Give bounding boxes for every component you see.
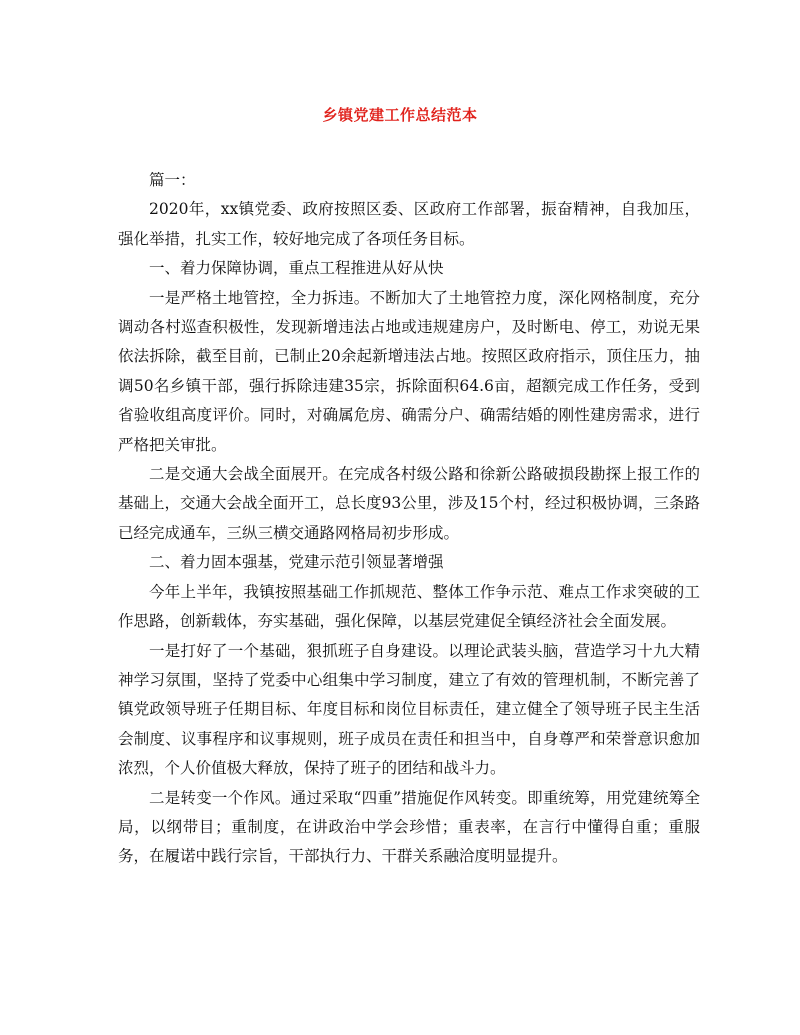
section-heading: 一、着力保障协调，重点工程推进从好从快 <box>149 259 444 278</box>
paragraph: 一是严格土地管控，全力拆违。不断加大了土地管控力度，深化网格制度，充分调动各村巡查积极性，发现新增违法占地或违规建房户，及时断电、停工，劝说无果依法拆除，截至目前，已制止20余起新增违法占地。按照区政府指示，顶住压力，抽调50名乡镇干部，强行拆除违建35宗，拆除面积64.6亩，超额完成工作任务，受到省验收组高度评价。同时，对确属危房、确需分户、确需结婚的刚性建房需求，进行严格把关审批。 <box>118 288 700 454</box>
paragraph: 篇一： <box>149 171 196 189</box>
paragraph: 二是交通大会战全面展开。在完成各村级公路和徐新公路破损段勘探上报工作的基础上，交通大会战全面开工，总长度93公里，涉及15个村，经过积极协调，三条路已经完成通车，三纵三横交通路网格局初步形成。 <box>118 465 700 542</box>
document-title: 乡镇党建工作总结范本 <box>322 106 478 124</box>
paragraph: 今年上半年，我镇按照基础工作抓规范、整体工作争示范、难点工作求突破的工作思路，创新载体，夯实基础，强化保障，以基层党建促全镇经济社会全面发展。 <box>118 582 700 631</box>
paragraph: 一是打好了一个基础，狠抓班子自身建设。以理论武装头脑，营造学习十九大精神学习氛围，坚持了党委中心组集中学习制度，建立了有效的管理机制，不断完善了镇党政领导班子任期目标、年度目标和岗位目标责任，建立健全了领导班子民主生活会制度、议事程序和议事规则，班子成员在责任和担当中，自身尊严和荣誉意识愈加浓烈，个人价值极大释放，保持了班子的团结和战斗力。 <box>118 641 700 778</box>
section-heading: 二、着力固本强基，党建示范引领显著增强 <box>149 553 444 572</box>
document-body <box>118 166 700 872</box>
paragraph: 二是转变一个作风。通过采取“四重”措施促作风转变。即重统筹，用党建统筹全局，以纲带目；重制度，在讲政治中学会珍惜；重表率，在言行中懂得自重；重服务，在履诺中践行宗旨，干部执行力、干群关系融洽度明显提升。 <box>118 788 700 866</box>
paragraph: 2020年，xx镇党委、政府按照区委、区政府工作部署，振奋精神，自我加压，强化举措，扎实工作，较好地完成了各项任务目标。 <box>118 200 700 248</box>
